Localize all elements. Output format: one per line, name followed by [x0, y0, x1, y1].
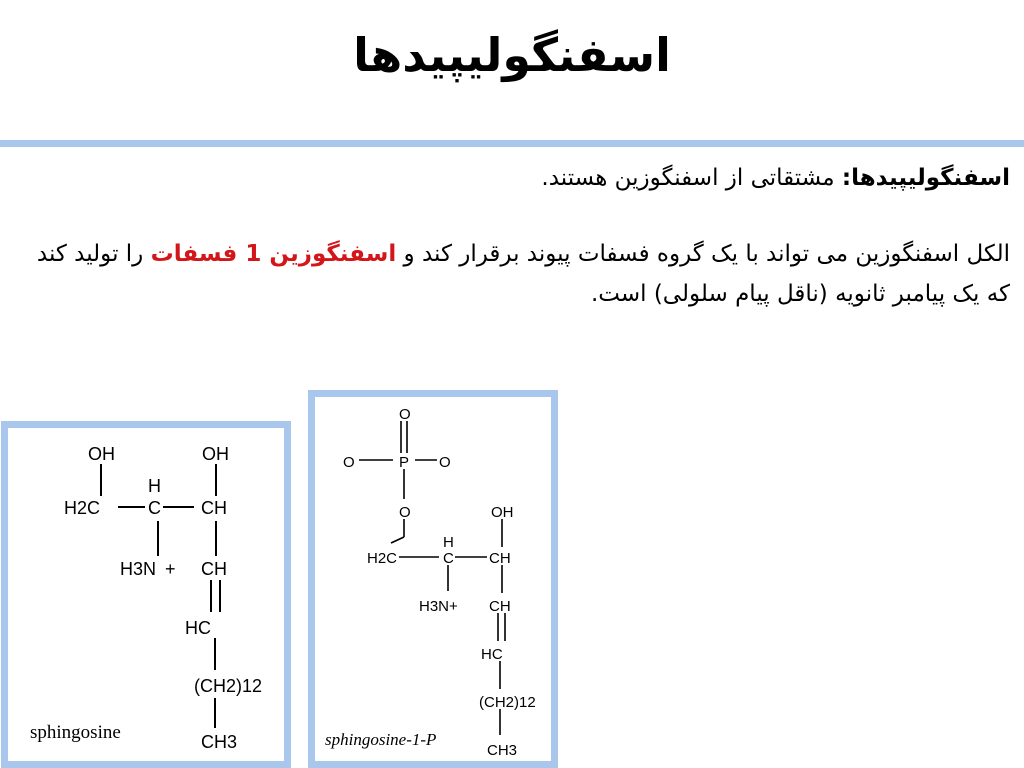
h3n-label: H3N+: [419, 598, 458, 615]
oh-label: OH: [491, 504, 514, 521]
o-right-label: O: [439, 454, 451, 471]
ch3-label: CH3: [487, 742, 518, 759]
definition-term: اسفنگولیپیدها:: [841, 165, 1010, 191]
p-label: P: [399, 454, 410, 471]
slide-title: اسفنگولیپیدها: [353, 28, 671, 82]
h-label: H: [443, 534, 454, 551]
plus-label: +: [165, 559, 176, 579]
c-label: C: [443, 550, 454, 567]
definition-paragraph: [20, 158, 1010, 198]
hc-label: HC: [185, 618, 211, 638]
oh2-label: OH: [202, 444, 229, 464]
title-divider: [0, 140, 1024, 147]
oh1-label: OH: [88, 444, 115, 464]
ch2-label: (CH2)12: [479, 694, 536, 711]
phosphate-text-b: را تولید کند که یک پیامبر ثانویه (ناقل پیام سلولی) است.: [36, 241, 1010, 307]
h2c-label: H2C: [367, 550, 398, 567]
sphingosine-structure-box: [1, 421, 291, 768]
s1p-caption: sphingosine-1-P: [325, 730, 437, 749]
h3n-label: H3N: [120, 559, 157, 579]
ch-label-a: CH: [489, 550, 511, 567]
phosphate-paragraph: [20, 234, 1010, 314]
phosphate-text-a: الکل اسفنگوزین می تواند با یک گروه فسفات پیوند برقرار کند و: [396, 241, 1010, 267]
o-top-label: O: [399, 406, 411, 423]
ch-label-b: CH: [489, 598, 511, 615]
h2c-label: H2C: [64, 498, 101, 518]
c-label: C: [148, 498, 161, 518]
ch3-label: CH3: [201, 732, 238, 752]
sphingosine-caption: sphingosine: [30, 722, 121, 743]
ch-label-b: CH: [201, 559, 227, 579]
sphingosine-structure-diagram: [8, 428, 284, 761]
hc-label: HC: [481, 646, 503, 663]
s1p-structure-box: [308, 390, 558, 768]
ch2-label: (CH2)12: [194, 676, 263, 696]
o-left-label: O: [343, 454, 355, 471]
s1p-structure-diagram: [315, 397, 551, 761]
h-label: H: [148, 476, 161, 496]
definition-text: مشتقاتی از اسفنگوزین هستند.: [541, 165, 842, 191]
o-link-label: O: [399, 504, 411, 521]
s1p-highlight: اسفنگوزین 1 فسفات: [150, 241, 397, 267]
ch-label-a: CH: [201, 498, 227, 518]
